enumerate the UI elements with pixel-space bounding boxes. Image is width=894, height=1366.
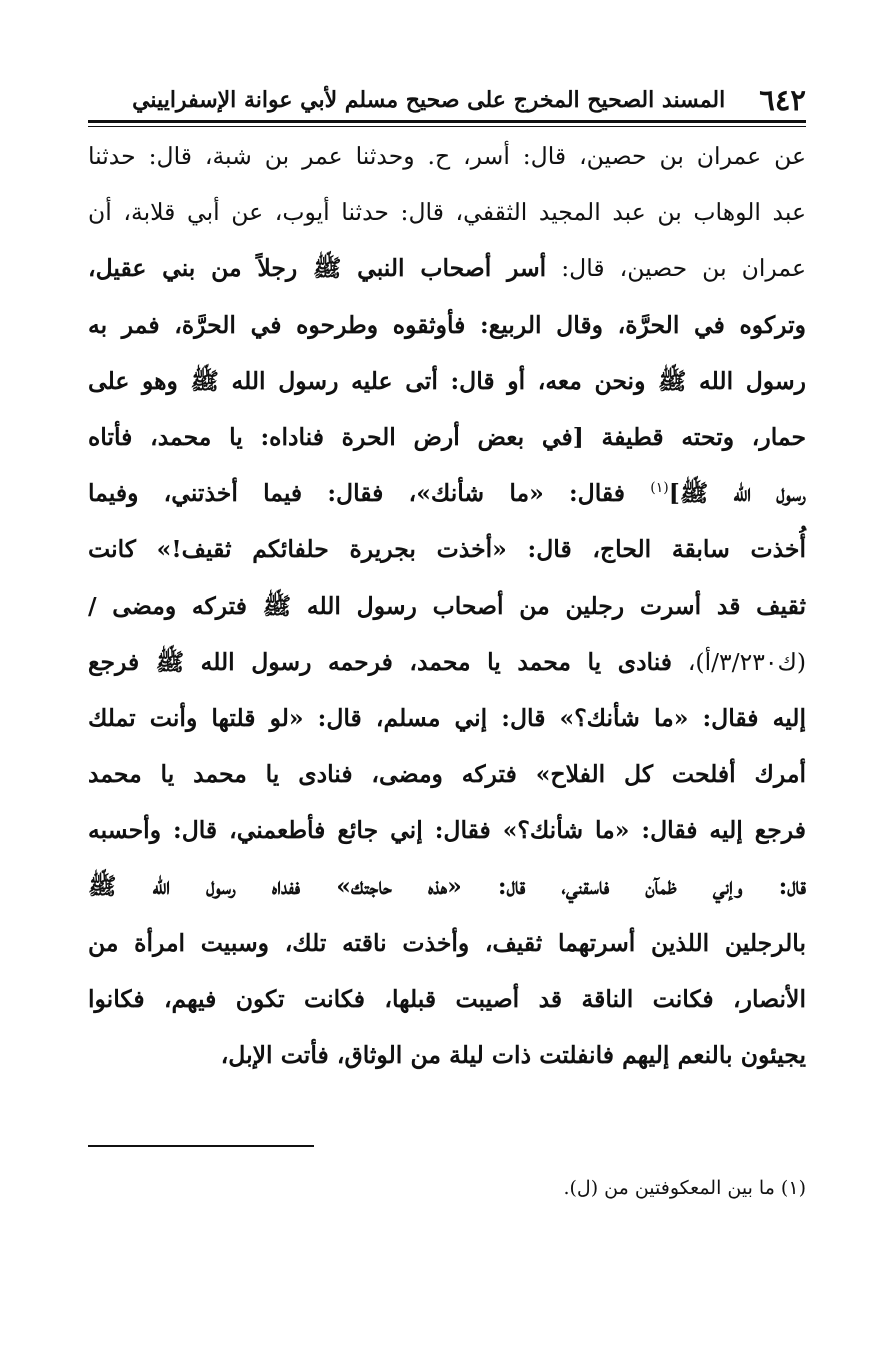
text-segment: فنادى يا محمد يا محمد، فرحمه رسول الله ﷺ فرجع: [88, 647, 673, 676]
text-line: [88, 802, 806, 858]
text-line: [88, 240, 806, 296]
text-segment: أُخذت سابقة الحاج، قال: «أخذت بجريرة حلفائكم ثقيف!» كانت: [88, 535, 806, 564]
text-segment: أمرك أفلحت كل الفلاح» فتركه ومضى، فنادى يا محمد يا محمد: [88, 760, 806, 789]
text-line: [88, 128, 806, 184]
body-text: [88, 128, 806, 1083]
text-line: [88, 578, 806, 634]
text-line: [88, 915, 806, 971]
footnote: (١) ما بين المعكوفتين من (ل).: [563, 1177, 806, 1199]
footnote-separator: [88, 1145, 314, 1147]
text-segment: ثقيف قد أسرت رجلين من أصحاب رسول الله ﷺ فتركه ومضى /: [88, 591, 806, 620]
header-rule: [88, 120, 806, 123]
footnote-marker: (١): [650, 480, 669, 497]
text-segment: رسول الله ﷺ ونحن معه، أو قال: أتى عليه رسول الله ﷺ وهو على: [88, 366, 806, 395]
text-segment: وتركوه في الحرَّة، وقال الربيع: فأوثقوه وطرحوه في الحرَّة، فمر به: [88, 310, 806, 339]
text-segment: يجيئون بالنعم إليهم فانفلتت ذات ليلة من الوثاق، فأتت الإبل،: [220, 1041, 806, 1069]
text-line: [88, 746, 806, 802]
text-line: [88, 297, 806, 353]
text-segment: رسول الله ﷺ]: [668, 479, 806, 508]
running-title: المسند الصحيح المخرج على صحيح مسلم لأبي عوانة الإسفراييني: [132, 87, 726, 113]
text-line: [88, 409, 806, 465]
text-line: [88, 971, 806, 1027]
text-line: [88, 1027, 806, 1083]
text-segment: فرجع إليه فقال: «ما شأنك؟» فقال: إني جائع فأطعمني، قال: وأحسبه: [88, 816, 806, 845]
page-number: ٦٤٢: [759, 83, 806, 117]
text-segment: أسر أصحاب النبي ﷺ رجلاً من بني عقيل،: [88, 254, 547, 283]
text-segment: عمران بن حصين، قال:: [546, 254, 807, 283]
text-segment: فقال: «ما شأنك»، فقال: فيما أخذتني، وفيما: [88, 479, 651, 508]
text-line: [88, 521, 806, 577]
text-segment: إليه فقال: «ما شأنك؟» قال: إني مسلم، قال: «لو قلتها وأنت تملك: [88, 703, 806, 732]
text-segment: حمار، وتحته قطيفة [في بعض أرض الحرة فناداه: يا محمد، فأتاه: [88, 422, 806, 451]
text-line: [88, 690, 806, 746]
text-line: [88, 353, 806, 409]
text-segment: (ك٣/٢٣٠/أ)،: [672, 647, 806, 676]
text-segment: قال: وإني ظمآن فاسقني، قال: «هذه حاجتك» ففداه رسول الله ﷺ: [88, 872, 806, 901]
text-line: [88, 465, 806, 521]
text-line: [88, 634, 806, 690]
text-line: [88, 858, 806, 914]
text-segment: الأنصار، فكانت الناقة قد أصيبت قبلها، فكانت تكون فيهم، فكانوا: [88, 984, 806, 1013]
text-line: [88, 184, 806, 240]
text-segment: عبد الوهاب بن عبد المجيد الثقفي، قال: حدثنا أيوب، عن أبي قلابة، أن: [88, 198, 806, 227]
text-segment: بالرجلين اللذين أسرتهما ثقيف، وأخذت ناقته تلك، وسبيت امرأة من: [88, 928, 806, 957]
header-rule-thin: [88, 126, 806, 127]
text-segment: عن عمران بن حصين، قال: أسر، ح. وحدثنا عمر بن شبة، قال: حدثنا: [88, 142, 806, 170]
page-header: [88, 76, 806, 116]
